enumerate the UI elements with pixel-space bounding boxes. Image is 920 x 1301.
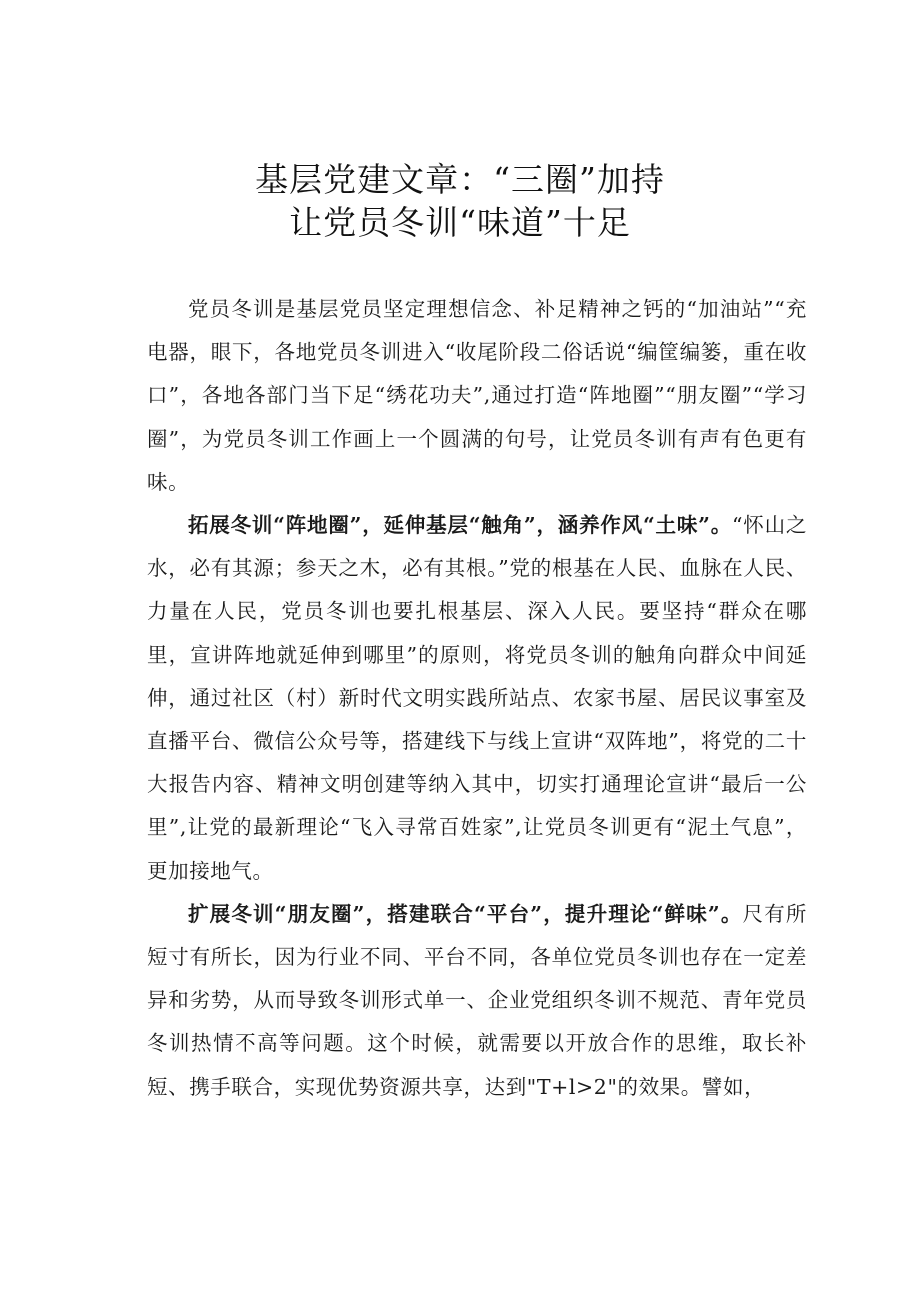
paragraph-text: 党员冬训是基层党员坚定理想信念、补足精神之钙的“加油站”“充电器，眼下，各地党员冬训进入“收尾阶段二俗话说“编筐编篓，重在收口”，各地各部门当下足“绣花功夫”,通过打造“阵地圈”“朋友圈”“学习圈”，为党员冬训工作画上一个圆满的句号，让党员冬训有声有色更有味。 (147, 297, 807, 494)
paragraph-friends-circle (147, 893, 807, 1109)
document-title-line-1: 基层党建文章：“三圈”加持 (255, 160, 665, 199)
document-title-line-2: 让党员冬训“味道”十足 (289, 203, 631, 242)
paragraph-text: “怀山之水，必有其源；参天之木，必有其根。”党的根基在人民、血脉在人民、力量在人民，党员冬训也要扎根基层、深入人民。要坚持“群众在哪里，宣讲阵地就延伸到哪里”的原则，将党员冬训的触角向群众中间延伸，通过社区（村）新时代文明实践所站点、农家书屋、居民议事室及直播平台、微信公众号等，搭建线下与线上宣讲“双阵地”，将党的二十大报告内容、精神文明创建等纳入其中，切实打通理论宣讲“最后一公里”,让党的最新理论“飞入寻常百姓家”,让党员冬训更有“泥土气息”，更加接地气。 (147, 513, 807, 883)
paragraph-position-circle (147, 504, 807, 893)
paragraph-intro (147, 288, 807, 504)
paragraph-lead: 拓展冬训“阵地圈”，延伸基层“触角”，涵养作风“土味”。 (188, 513, 733, 538)
paragraph-text: 尺有所短寸有所长，因为行业不同、平台不同，各单位党员冬训也存在一定差异和劣势，从而导致冬训形式单一、企业党组织冬训不规范、青年党员冬训热情不高等问题。这个时候，就需要以开放合作的思维，取长补短、携手联合，实现优势资源共享，达到"T+l>2"的效果。譬如， (147, 901, 807, 1099)
paragraph-lead: 扩展冬训“朋友圈”，搭建联合“平台”，提升理论“鲜味”。 (188, 901, 743, 926)
document-body (147, 288, 807, 1109)
